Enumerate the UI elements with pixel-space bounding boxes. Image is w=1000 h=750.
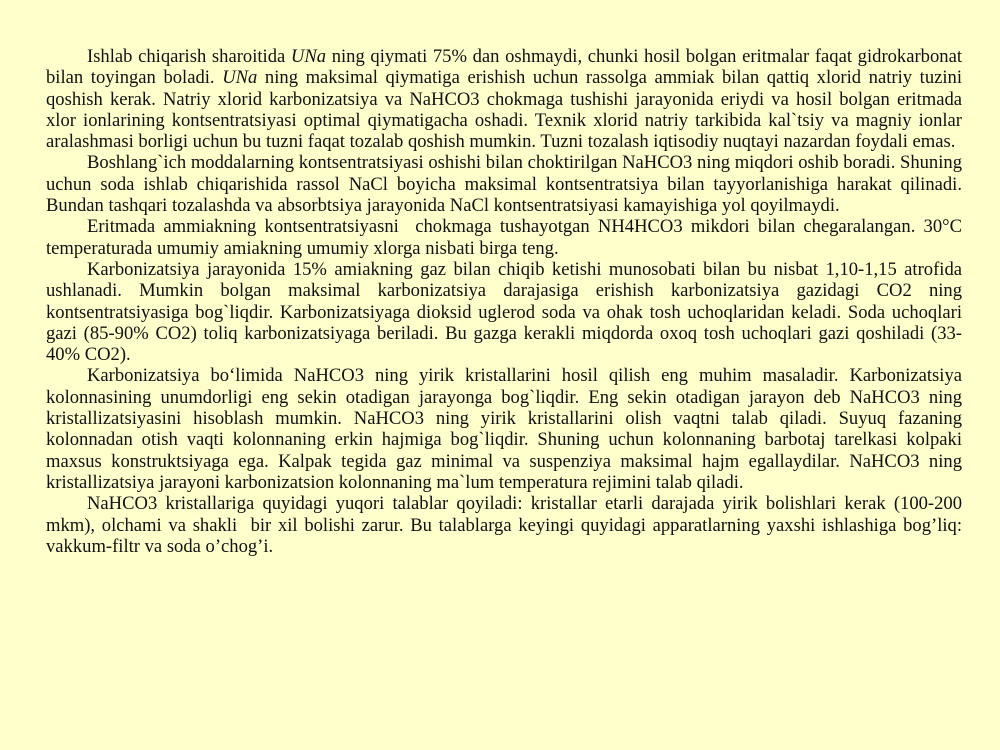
paragraph-6-text: NaHCO3 kristallariga quyidagi yuqori talablar qoyiladi: kristallar etarli darajada yirik bolishlari kerak (100-200 mkm), olchami va shakli bir xil bolishi zarur. Bu talablarga keyingi quyidagi apparatlarning yaxshi ishlashiga bog’liq: vakkum-filtr va soda o’chog’i. [46,493,967,557]
paragraph-2-text: Boshlang`ich moddalarning kontsentratsiyasi oshishi bilan choktirilgan NaHCO3 ning miqdori oshib boradi. Shuning uchun soda ishlab chiqarishida rassol NaCl boyicha maksimal kontsentratsiya bilan tayyorlanishiga harakat qilinadi. Bundan tashqari tozalashda va absorbtsiya jarayonida NaCl kontsentratsiyasi kamayishiga yol qoyilmaydi. [46,152,967,217]
paragraph-3 [46,216,967,259]
paragraph-1 [46,46,967,153]
document-text [46,46,967,557]
paragraph-5 [46,365,967,493]
paragraph-2 [46,152,967,217]
paragraph-6 [46,493,967,557]
una-term: UNa [222,67,258,89]
paragraph-3-text: Eritmada ammiakning kontsentratsiyasni chokmaga tushayotgan NH4HCO3 mikdori bilan chegaralangan. 30°C temperaturada umumiy amiakning umumiy xlorga nisbati birga teng. [46,216,967,259]
paragraph-5-text: Karbonizatsiya bo‘limida NaHCO3 ning yirik kristallarini hosil qilish eng muhim masaladir. Karbonizatsiya kolonnasining unumdorligi eng sekin otadigan jarayonga bog`liqdir. Eng sekin otadigan jarayon deb NaHCO3 ning kristallizatsiyasini hisoblash mumkin. NaHCO3 ning yirik kristallarini olish vaqtni talab qiladi. Suyuq fazaning kolonnadan otish vaqti kolonnaning erkin hajmiga bog`liqdir. Shuning uchun kolonnaning barbotaj tarelkasi kolpaki maxsus konstruktsiyaga ega. Kalpak tegida gaz minimal va suspenziya maksimal hajm egallaydilar. NaHCO3 ning kristallizatsiya jarayoni karbonizatsion kolonnaning ma`lum temperatura rejimini talab qiladi. [46,365,967,493]
paragraph-4 [46,258,967,366]
una-term: UNa [290,46,327,67]
paragraph-1-text: ning qiymati 75% dan oshmaydi, chunki hosil bolgan eritmalar faqat gidrokarbonat bilan toyingan boladi. [46,46,967,89]
paragraph-4-text: Karbonizatsiya jarayonida 15% amiakning gaz bilan chiqib ketishi munosobati bilan bu nisbat 1,10-1,15 atrofida ushlanadi. Mumkin bolgan maksimal karbonizatsiya darajasiga erishish karbonizatsiya gazidagi CO2 ning kontsentratsiyasiga bog`liqdir. Karbonizatsiyaga dioksid uglerod soda va ohak tosh uchoqlaridan keladi. Soda uchoqlari gazi (85-90% CO2) toliq karbonizatsiyaga beriladi. Bu gazga kerakli miqdorda oxoq tosh uchoqlari gazi qoshiladi (33-40% CO2). [46,258,967,366]
paragraph-1-text: ning maksimal qiymatiga erishish uchun rassolga ammiak bilan qattiq xlorid natriy tuzini qoshish kerak. Natriy xlorid karbonizatsiya va NaHCO3 chokmaga tushishi jarayonida eriydi va hosil bolgan eritmada xlor ionlarining kontsentratsiyasi optimal qiymatigacha oshadi. Texnik xlorid natriy tarkibida kal`tsiy va magniy ionlar aralashmasi borligi uchun bu tuzni faqat tozalab qoshish mumkin. Tuzni tozalash iqtisodiy nuqtayi nazardan foydali emas. [46,67,967,153]
paragraph-1-text: Ishlab chiqarish sharoitida [87,46,291,67]
